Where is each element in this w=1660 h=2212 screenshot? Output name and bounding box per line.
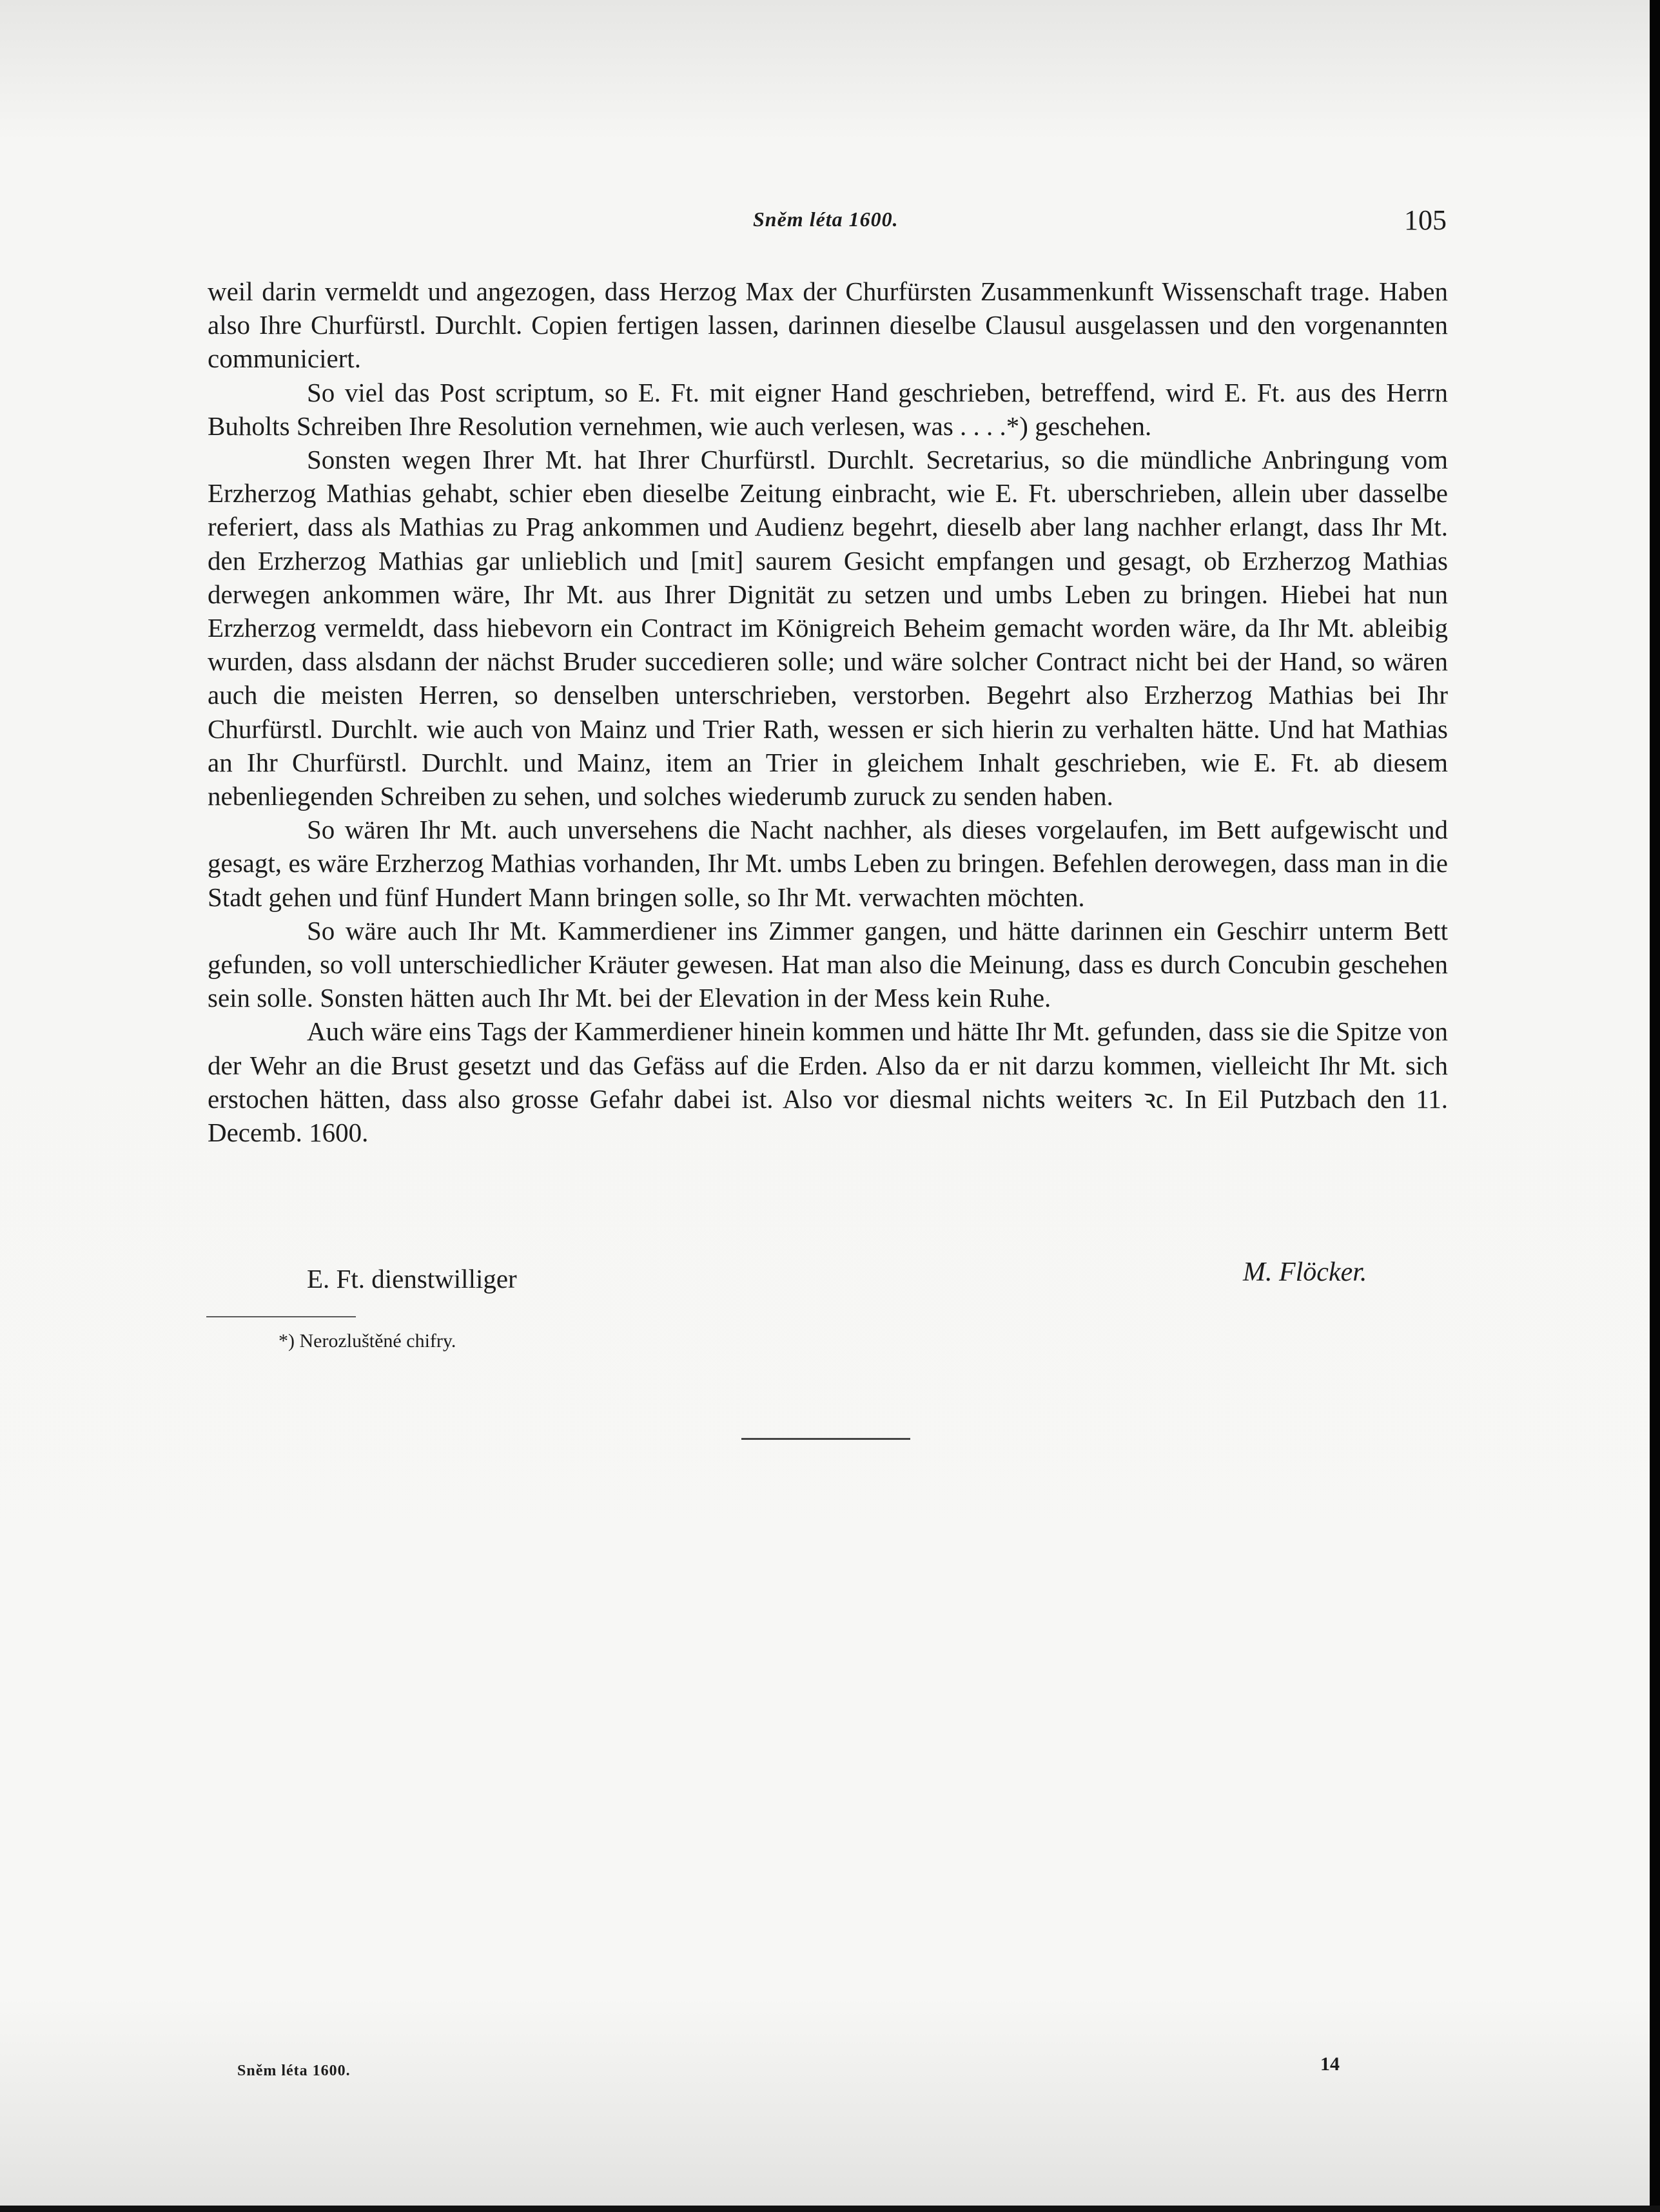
scan-edge-right bbox=[1650, 0, 1660, 2212]
end-divider bbox=[741, 1438, 910, 1440]
printer-signature-mark: Sněm léta 1600. bbox=[237, 2062, 351, 2079]
running-title: Sněm léta 1600. bbox=[753, 208, 899, 231]
page-number: 105 bbox=[1404, 204, 1447, 236]
scan-edge-bottom bbox=[0, 2206, 1660, 2212]
footnote-divider bbox=[206, 1316, 356, 1317]
paragraph: So wären Ihr Mt. auch unversehens die Nacht nachher, als dieses vorgelaufen, im Bett aufgewischt und gesagt, es wäre Erzherzog Mathias vorhanden, Ihr Mt. umbs Leben zu bringen. Befehlen derowegen, dass man in die Stadt gehen und fünf Hundert Mann bringen solle, so Ihr Mt. verwachten möchten. bbox=[208, 815, 1448, 912]
signature: M. Flöcker. bbox=[1243, 1257, 1367, 1287]
paragraph: So wäre auch Ihr Mt. Kammerdiener ins Zimmer gangen, und hätte darinnen ein Geschirr unterm Bett gefunden, so voll unterschiedlicher Kräuter gewesen. Hat man also die Meinung, dass es durch Concubin geschehen sein solle. Sonsten hätten auch Ihr Mt. bei der Elevation in der Mess kein Ruhe. bbox=[208, 915, 1448, 1013]
paragraph: weil darin vermeldt und angezogen, dass Herzog Max der Churfürsten Zusammenkunft Wissenschaft trage. Haben also Ihre Churfürstl. Durchlt. Copien fertigen lassen, darinnen dieselbe Clausul ausgelassen und den vorgenannten communiciert. bbox=[208, 276, 1448, 374]
sheet-number: 14 bbox=[1320, 2053, 1340, 2075]
paragraph: Sonsten wegen Ihrer Mt. hat Ihrer Churfürstl. Durchlt. Secretarius, so die mündliche Anbringung vom Erzherzog Mathias gehabt, schier eben dieselbe Zeitung einbracht, wie E. Ft. uberschrieben, allein uber dasselbe referiert, dass als Mathias zu Prag ankommen und Audienz begehrt, dieselb aber lang nachher erlangt, dass Ihr Mt. den Erzherzog Mathias gar unlieblich und [mit] saurem Gesicht empfangen und gesagt, ob Erzherzog Mathias derwegen ankommen wäre, Ihr Mt. aus Ihrer Dignität zu setzen und umbs Leben zu bringen. Hiebei hat nun Erzherzog vermeldt, dass hiebevorn ein Contract im Königreich Beheim gemacht worden wäre, da Ihr Mt. ableibig wurden, dass alsdann der nächst Bruder succedieren solle; und wäre solcher Contract nicht bei der Hand, so wären auch die meisten Herren, so denselben unterschrieben, verstorben. Begehrt also Erzherzog Mathias bei Ihr Churfürstl. Durchlt. wie auch von Mainz und Trier Rath, wessen er sich hierin zu verhalten hätte. Und hat Mathias an Ihr Churfürstl. Durchlt. und Mainz, item an Trier in gleichem Inhalt geschrieben, wie E. Ft. ab diesem nebenliegenden Schreiben zu sehen, und solches wiederumb zuruck zu senden haben. bbox=[208, 445, 1448, 811]
paragraph: Auch wäre eins Tags der Kammerdiener hinein kommen und hätte Ihr Mt. gefunden, dass sie die Spitze von der Wehr an die Brust gesetzt und das Gefäss auf die Erden. Also da er nit darzu kommen, vielleicht Ihr Mt. sich erstochen hätten, dass also grosse Gefahr dabei ist. Also vor diesmal nichts weiters ꝛc. In Eil Putzbach den 11. Decemb. 1600. bbox=[208, 1016, 1448, 1148]
paragraph: So viel das Post scriptum, so E. Ft. mit eigner Hand geschrieben, betreffend, wird E. Ft. aus des Herrn Buholts Schreiben Ihre Resolution vernehmen, wie auch verlesen, was . . . .*) geschehen. bbox=[208, 377, 1448, 441]
footnote: *) Nerozluštěné chifry. bbox=[278, 1330, 456, 1352]
closing-formula: E. Ft. dienstwilliger bbox=[307, 1264, 517, 1294]
main-text bbox=[208, 275, 1448, 1149]
